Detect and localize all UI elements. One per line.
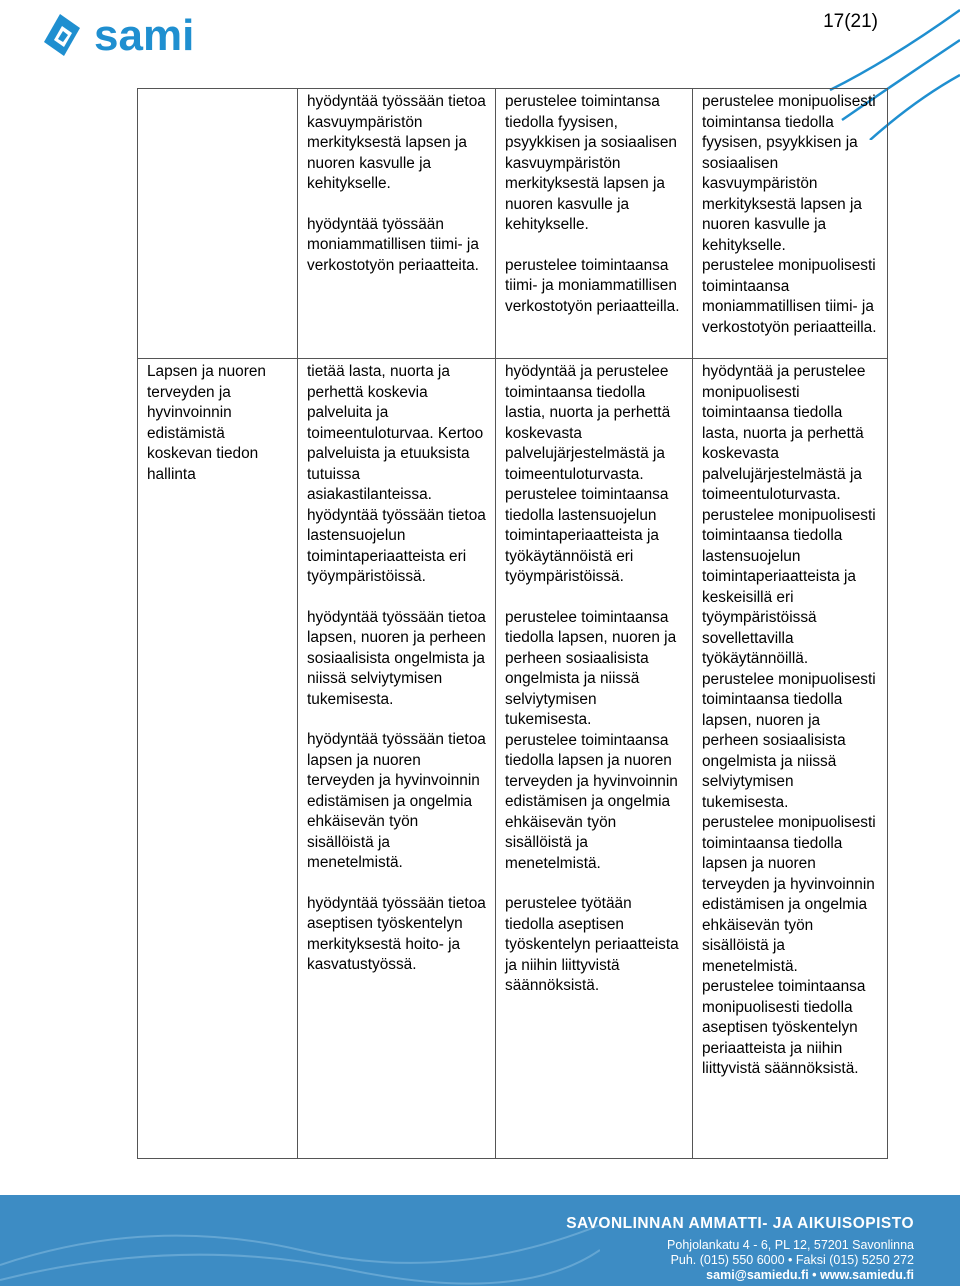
criteria-cell xyxy=(693,359,888,1159)
criteria-text: perustelee toimintaansa tiimi- ja moniammatillisen verkostotyön periaatteilla. xyxy=(505,256,680,315)
criteria-text: hyödyntää ja perustelee monipuolisesti toimintaansa tiedolla lasta, nuorta ja perhettä koskevasta palvelujärjestelmästä ja toimeentuloturvasta. xyxy=(702,363,866,503)
footer-wave-decoration xyxy=(0,1195,600,1286)
sami-logo xyxy=(40,6,260,58)
criteria-text: tietää lasta, nuorta ja perhettä koskevia palveluita ja toimeentuloturvaa. Kertoo palveluista ja etuuksista tutuissa asiakastilanteissa. xyxy=(307,363,484,503)
footer xyxy=(0,1195,960,1286)
criteria-table xyxy=(137,88,888,1159)
row-heading-cell xyxy=(138,89,298,359)
footer-school-name: SAVONLINNAN AMMATTI- JA AIKUISOPISTO xyxy=(566,1215,914,1232)
criteria-cell xyxy=(298,359,496,1159)
criteria-text: perustelee toimintansa tiedolla fyysisen, psyykkisen ja sosiaalisen kasvuympäristön merkityksestä lapsen ja nuoren kasvulle ja kehitykselle. xyxy=(505,93,677,233)
criteria-cell xyxy=(496,359,693,1159)
criteria-text: perustelee monipuolisesti toimintansa tiedolla fyysisen, psyykkisen ja sosiaalisen kasvuympäristön merkityksestä lapsen ja nuoren kasvulle ja kehitykselle. xyxy=(702,93,876,254)
criteria-text: hyödyntää työssään tietoa kasvuympäristön merkityksestä lapsen ja nuoren kasvulle ja kehitykselle. xyxy=(307,93,486,192)
criteria-text: hyödyntää työssään tietoa lastensuojelun toimintaperiaatteista eri työympäristöissä. xyxy=(307,506,486,585)
footer-address: Pohjolankatu 4 - 6, PL 12, 57201 Savonlinna xyxy=(667,1238,914,1252)
criteria-text: hyödyntää ja perustelee toimintaansa tiedolla lastia, nuorta ja perhettä koskevasta palvelujärjestelmästä ja toimeentuloturvasta. xyxy=(505,363,671,483)
table-row xyxy=(138,89,888,359)
criteria-cell xyxy=(298,89,496,359)
footer-web: sami@samiedu.fi • www.samiedu.fi xyxy=(706,1268,914,1282)
footer-phone: Puh. (015) 550 6000 • Faksi (015) 5250 272 xyxy=(670,1253,914,1267)
criteria-cell xyxy=(693,89,888,359)
criteria-text: hyödyntää työssään tietoa aseptisen työskentelyn merkityksestä hoito- ja kasvatustyössä. xyxy=(307,894,486,973)
table-row xyxy=(138,359,888,1159)
page-number: 17(21) xyxy=(823,11,878,32)
criteria-cell xyxy=(496,89,693,359)
row-heading: Lapsen ja nuoren terveyden ja hyvinvoinnin edistämistä koskevan tiedon hallinta xyxy=(147,363,266,483)
criteria-text: perustelee monipuolisesti toimintaansa tiedolla lapsen, nuoren ja perheen sosiaalisista ongelmista ja niissä selviytymisen tukemisesta. xyxy=(702,670,876,811)
criteria-text: perustelee toimintaansa monipuolisesti tiedolla aseptisen työskentelyn periaatteista ja niihin liittyvistä säännöksistä. xyxy=(702,978,866,1077)
row-heading-cell xyxy=(138,359,298,1159)
logo-text: sami xyxy=(94,11,195,58)
criteria-text: hyödyntää työssään tietoa lapsen, nuoren ja perheen sosiaalisista ongelmista ja niissä selviytymisen tukemisesta. xyxy=(307,608,486,708)
criteria-text: perustelee monipuolisesti toimintaansa tiedolla lapsen ja nuoren terveyden ja hyvinvoinnin edistämisen ja ongelmia ehkäisevän työn sisällöistä ja menetelmistä. xyxy=(702,814,876,975)
criteria-text: perustelee toimintaansa tiedolla lapsen ja nuoren terveyden ja hyvinvoinnin edistämisen ja ongelmia ehkäisevän työn sisällöistä ja menetelmistä. xyxy=(505,731,678,872)
criteria-text: hyödyntää työssään tietoa lapsen ja nuoren terveyden ja hyvinvoinnin edistämisen ja ongelmia ehkäisevän työn sisällöistä ja menetelmistä. xyxy=(307,731,486,871)
criteria-text: perustelee monipuolisesti toimintaansa tiedolla lastensuojelun toimintaperiaatteista ja keskeisillä eri työympäristöissä sovellettavilla työkäytännöillä. xyxy=(702,506,876,667)
criteria-text: perustelee työtään tiedolla aseptisen työskentelyn periaatteista ja niihin liittyvistä säännöksistä. xyxy=(505,895,679,994)
criteria-text: perustelee toimintaansa tiedolla lapsen, nuoren ja perheen sosiaalisista ongelmista ja niissä selviytymisen tukemisesta. xyxy=(505,608,677,728)
criteria-text: perustelee toimintaansa tiedolla lastensuojelun toimintaperiaatteista ja työkäytännöistä eri työympäristöissä. xyxy=(505,486,669,585)
criteria-text: hyödyntää työssään moniammatillisen tiimi- ja verkostotyön periaatteita. xyxy=(307,215,479,274)
criteria-text: perustelee monipuolisesti toimintaansa moniammatillisen tiimi- ja verkostotyön periaatteilla. xyxy=(702,257,877,336)
